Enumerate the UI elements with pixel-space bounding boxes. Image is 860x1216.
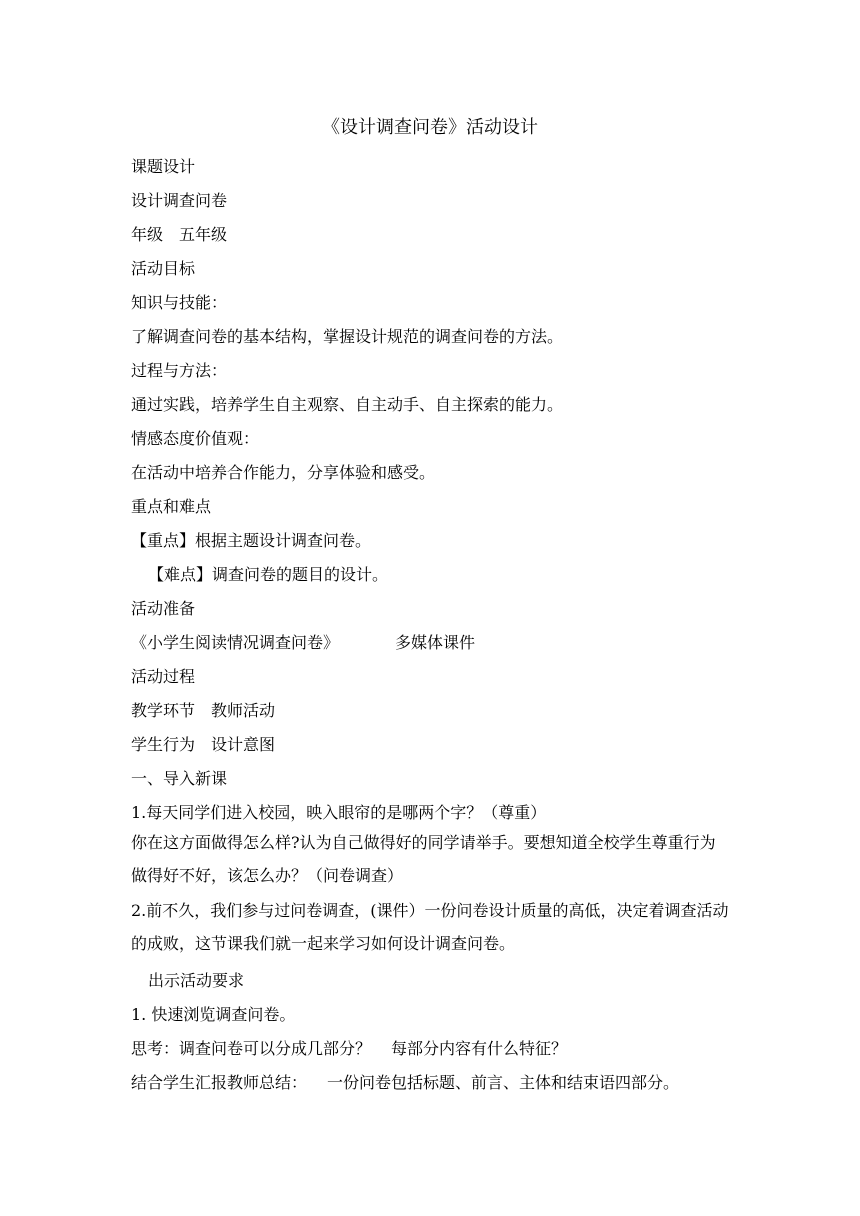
paragraph-step-1: 1.每天同学们进入校园，映入眼帘的是哪两个字？（尊重） bbox=[131, 803, 547, 822]
section-heading-objectives: 活动目标 bbox=[131, 259, 196, 278]
preparation-item-questionnaire: 《小学生阅读情况调查问卷》 bbox=[131, 633, 340, 652]
header-teaching-stage: 教学环节 bbox=[131, 701, 196, 720]
thinking-question-2: 每部分内容有什么特征？ bbox=[391, 1039, 568, 1058]
table-header-row-1 bbox=[131, 699, 731, 723]
paragraph-step-2: 2.前不久，我们参与过问卷调查，(课件）一份问卷设计质量的高低，决定着调查活动的成败，这节课我们就一起来学习如何设计调查问卷。 bbox=[131, 901, 729, 953]
header-design-intent: 设计意图 bbox=[211, 735, 276, 754]
subheading-introduction: 一、导入新课 bbox=[131, 769, 228, 788]
preparation-row bbox=[131, 631, 731, 655]
subheading-attitude: 情感态度价值观： bbox=[131, 429, 260, 448]
summary-row bbox=[131, 1071, 731, 1095]
paragraph-key-point: 【重点】根据主题设计调查问卷。 bbox=[131, 531, 372, 550]
section-heading-process: 活动过程 bbox=[131, 667, 196, 686]
thinking-row bbox=[131, 1037, 731, 1061]
header-teacher-activity: 教师活动 bbox=[211, 701, 276, 720]
subheading-knowledge: 知识与技能： bbox=[131, 293, 228, 312]
grade-label: 年级 bbox=[131, 225, 164, 244]
section-heading-preparation: 活动准备 bbox=[131, 599, 196, 618]
paragraph-difficulty: 【难点】调查问卷的题目的设计。 bbox=[148, 565, 389, 584]
subheading-activity-requirements: 出示活动要求 bbox=[148, 971, 245, 990]
paragraph-question: 你在这方面做得怎么样?认为自己做得好的同学请举手。要想知道全校学生尊重行为做得好不好，该怎么办？（问卷调查） bbox=[131, 833, 716, 885]
paragraph-attitude: 在活动中培养合作能力，分享体验和感受。 bbox=[131, 463, 436, 482]
preparation-item-courseware: 多媒体课件 bbox=[395, 633, 476, 652]
summary-label: 结合学生汇报教师总结： bbox=[131, 1073, 308, 1092]
paragraph-browse: 1. 快速浏览调查问卷。 bbox=[131, 1005, 296, 1024]
thinking-question-1: 思考：调查问卷可以分成几部分？ bbox=[131, 1039, 372, 1058]
section-heading-key-points: 重点和难点 bbox=[131, 497, 212, 516]
grade-value: 五年级 bbox=[179, 225, 228, 244]
summary-text: 一份问卷包括标题、前言、主体和结束语四部分。 bbox=[327, 1073, 680, 1092]
header-student-behavior: 学生行为 bbox=[131, 735, 196, 754]
grade-row bbox=[131, 223, 731, 247]
table-header-row-2 bbox=[131, 733, 731, 757]
paragraph-process: 通过实践，培养学生自主观察、自主动手、自主探索的能力。 bbox=[131, 395, 564, 414]
document-title: 《设计调查问卷》活动设计 bbox=[322, 117, 538, 138]
section-heading-topic: 课题设计 bbox=[131, 157, 196, 176]
topic-name: 设计调查问卷 bbox=[131, 191, 228, 210]
subheading-process: 过程与方法： bbox=[131, 361, 228, 380]
paragraph-knowledge: 了解调查问卷的基本结构，掌握设计规范的调查问卷的方法。 bbox=[131, 327, 564, 346]
